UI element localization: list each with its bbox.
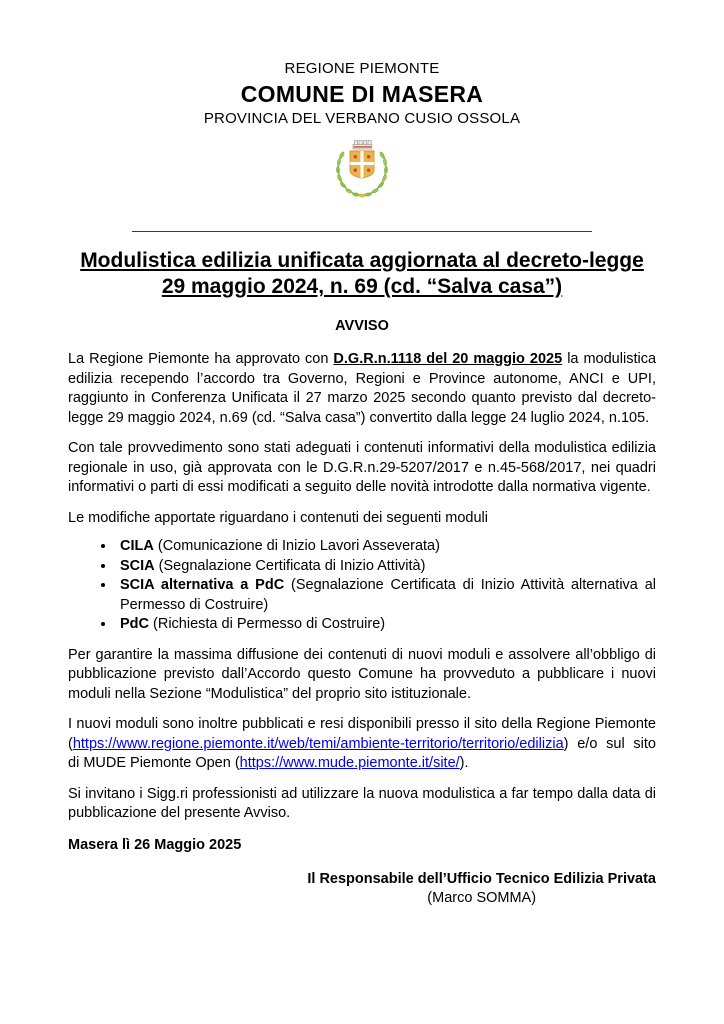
decree-reference: D.G.R.n.1118 del 20 maggio 2025 [333, 351, 563, 367]
paragraph-text: I nuovi moduli sono inoltre pubblicati e resi disponibili presso il sito della Regione Piemonte ( [68, 716, 656, 752]
shield-icon [350, 151, 374, 179]
paragraph-text: ) e/o sul sito di MUDE Piemonte Open ( [68, 735, 656, 771]
regione-piemonte-link[interactable]: https://www.regione.piemonte.it/web/temi/ambiente-territorio/territorio/edilizia [72, 735, 564, 752]
paragraph-publication: Per garantire la massima diffusione dei contenuti di nuovi moduli e assolvere all’obbligo di pubblicazione previsto dall’Accordo questo Comune ha provveduto a pubblicare i nuovi moduli nella Sezione “Modulistica” del proprio sito istituzionale. [68, 646, 656, 702]
module-term: PdC [120, 616, 149, 632]
mude-piemonte-link[interactable]: https://www.mude.piemonte.it/site/ [239, 755, 460, 771]
document-header [68, 60, 656, 199]
list-item-scia-alternativa [116, 576, 656, 615]
notice-label: AVVISO [335, 318, 389, 334]
paragraph-invitation: Si invitano i Sigg.ri professionisti ad utilizzare la nuova modulistica a far tempo dalla data di pubblicazione del presente Avviso. [68, 785, 656, 821]
modules-list [98, 537, 656, 635]
signatory-role: Il Responsabile dell’Ufficio Tecnico Edilizia Privata [307, 871, 656, 887]
paragraph-updates: Con tale provvedimento sono stati adeguati i contenuti informativi della modulistica edilizia regionale in uso, già approvata con le D.G.R.n.29-5207/2017 e n.45-568/2017, nei quadri informativi o parti di essi modificati a seguito delle novità introdotte dalla normativa vigente. [68, 440, 656, 495]
header-divider [132, 231, 592, 232]
region-name: REGIONE PIEMONTE [284, 60, 440, 77]
list-item-pdc [116, 615, 656, 635]
paragraph-text: la modulistica edilizia recependo l’accordo tra Governo, Regioni e Province autonome, ANCI e UPI, raggiunto in Conferenza Unificata il 27 marzo 2025 secondo quanto previsto dal decreto-legge 29 maggio 2024, n.69 (cd. “Salva casa”) convertito dalla legge 24 luglio 2024, n.105. [68, 351, 657, 426]
module-term: SCIA alternativa a PdC [120, 577, 285, 593]
municipality-name: COMUNE DI MASERA [240, 81, 484, 107]
province-name: PROVINCIA DEL VERBANO CUSIO OSSOLA [203, 110, 521, 127]
paragraph-text: ). [459, 755, 469, 771]
paragraph-text: La Regione Piemonte ha approvato con [68, 351, 334, 367]
signature-block [307, 870, 656, 908]
module-desc: (Segnalazione Certificata di Inizio Attività alternativa al Permesso di Costruire) [120, 577, 656, 613]
module-term: CILA [120, 538, 154, 554]
place-date-line: Masera lì 26 Maggio 2025 [68, 836, 242, 853]
paragraph-approval [68, 350, 656, 428]
module-desc: (Comunicazione di Inizio Lavori Asseverata) [153, 538, 440, 554]
list-item-scia [116, 557, 656, 577]
mural-crown-icon [353, 141, 372, 150]
paragraph-modules-intro: Le modifiche apportate riguardano i contenuti dei seguenti moduli [68, 509, 488, 526]
paragraph-links [68, 715, 656, 774]
module-desc: (Segnalazione Certificata di Inizio Attività) [154, 557, 426, 574]
list-item-cila [116, 537, 656, 557]
signatory-name: (Marco SOMMA) [427, 890, 537, 906]
module-desc: (Richiesta di Permesso di Costruire) [149, 616, 386, 632]
coat-of-arms [68, 137, 656, 199]
module-term: SCIA [120, 557, 155, 574]
document-title: Modulistica edilizia unificata aggiornata al decreto-legge 29 maggio 2024, n. 69 (cd. “Salva casa”) [80, 249, 644, 298]
